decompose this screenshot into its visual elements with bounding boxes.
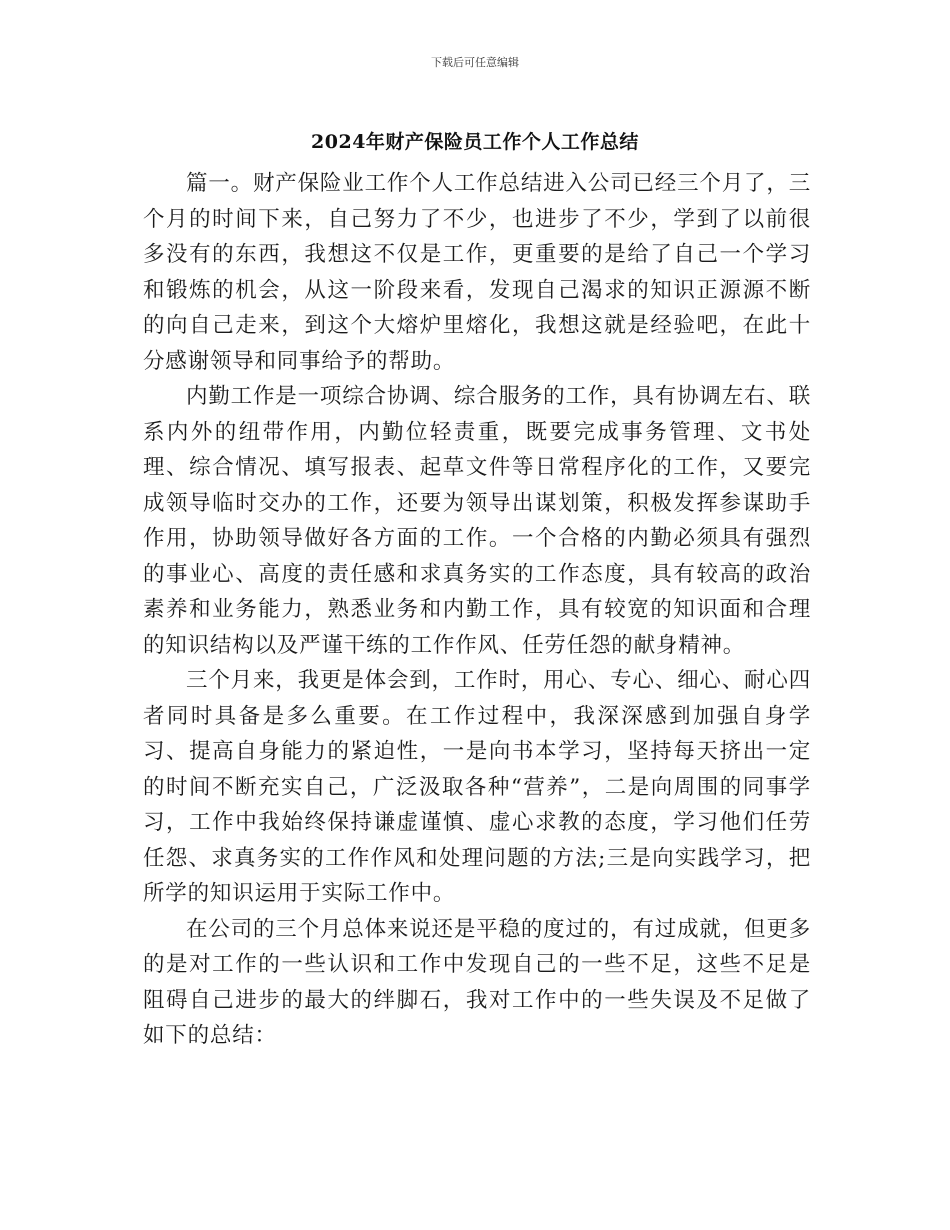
document-body — [143, 166, 811, 1054]
header-note: 下载后可任意编辑 — [431, 56, 519, 69]
document-title: 2024年财产保险员工作个人工作总结 — [311, 131, 639, 153]
paragraph-4: 在公司的三个月总体来说还是平稳的度过的，有过成就，但更多的是对工作的一些认识和工作中发现自己的一些不足，这些不足是阻碍自己进步的最大的绊脚石，我对工作中的一些失误及不足做了如下的总结： — [143, 916, 811, 1048]
paragraph-1: 篇一。财产保险业工作个人工作总结进入公司已经三个月了，三个月的时间下来，自己努力了不少，也进步了不少，学到了以前很多没有的东西，我想这不仅是工作，更重要的是给了自己一个学习和锻炼的机会，从这一阶段来看，发现自己渴求的知识正源源不断的向自己走来，到这个大熔炉里熔化，我想这就是经验吧，在此十分感谢领导和同事给予的帮助。 — [143, 171, 811, 374]
paragraph-3: 三个月来，我更是体会到，工作时，用心、专心、细心、耐心四者同时具备是多么重要。在工作过程中，我深深感到加强自身学习、提高自身能力的紧迫性，一是向书本学习，坚持每天挤出一定的时间不断充实自己，广泛汲取各种“营养”，二是向周围的同事学习，工作中我始终保持谦虚谨慎、虚心求教的态度，学习他们任劳任怨、求真务实的工作作风和处理问题的方法;三是向实践学习，把所学的知识运用于实际工作中。 — [143, 668, 811, 906]
paragraph-2: 内勤工作是一项综合协调、综合服务的工作，具有协调左右、联系内外的纽带作用，内勤位轻责重，既要完成事务管理、文书处理、综合情况、填写报表、起草文件等日常程序化的工作，又要完成领导临时交办的工作，还要为领导出谋划策，积极发挥参谋助手作用，协助领导做好各方面的工作。一个合格的内勤必须具有强烈的事业心、高度的责任感和求真务实的工作态度，具有较高的政治素养和业务能力，熟悉业务和内勤工作，具有较宽的知识面和合理的知识结构以及严谨干练的工作作风、任劳任怨的献身精神。 — [143, 384, 811, 658]
